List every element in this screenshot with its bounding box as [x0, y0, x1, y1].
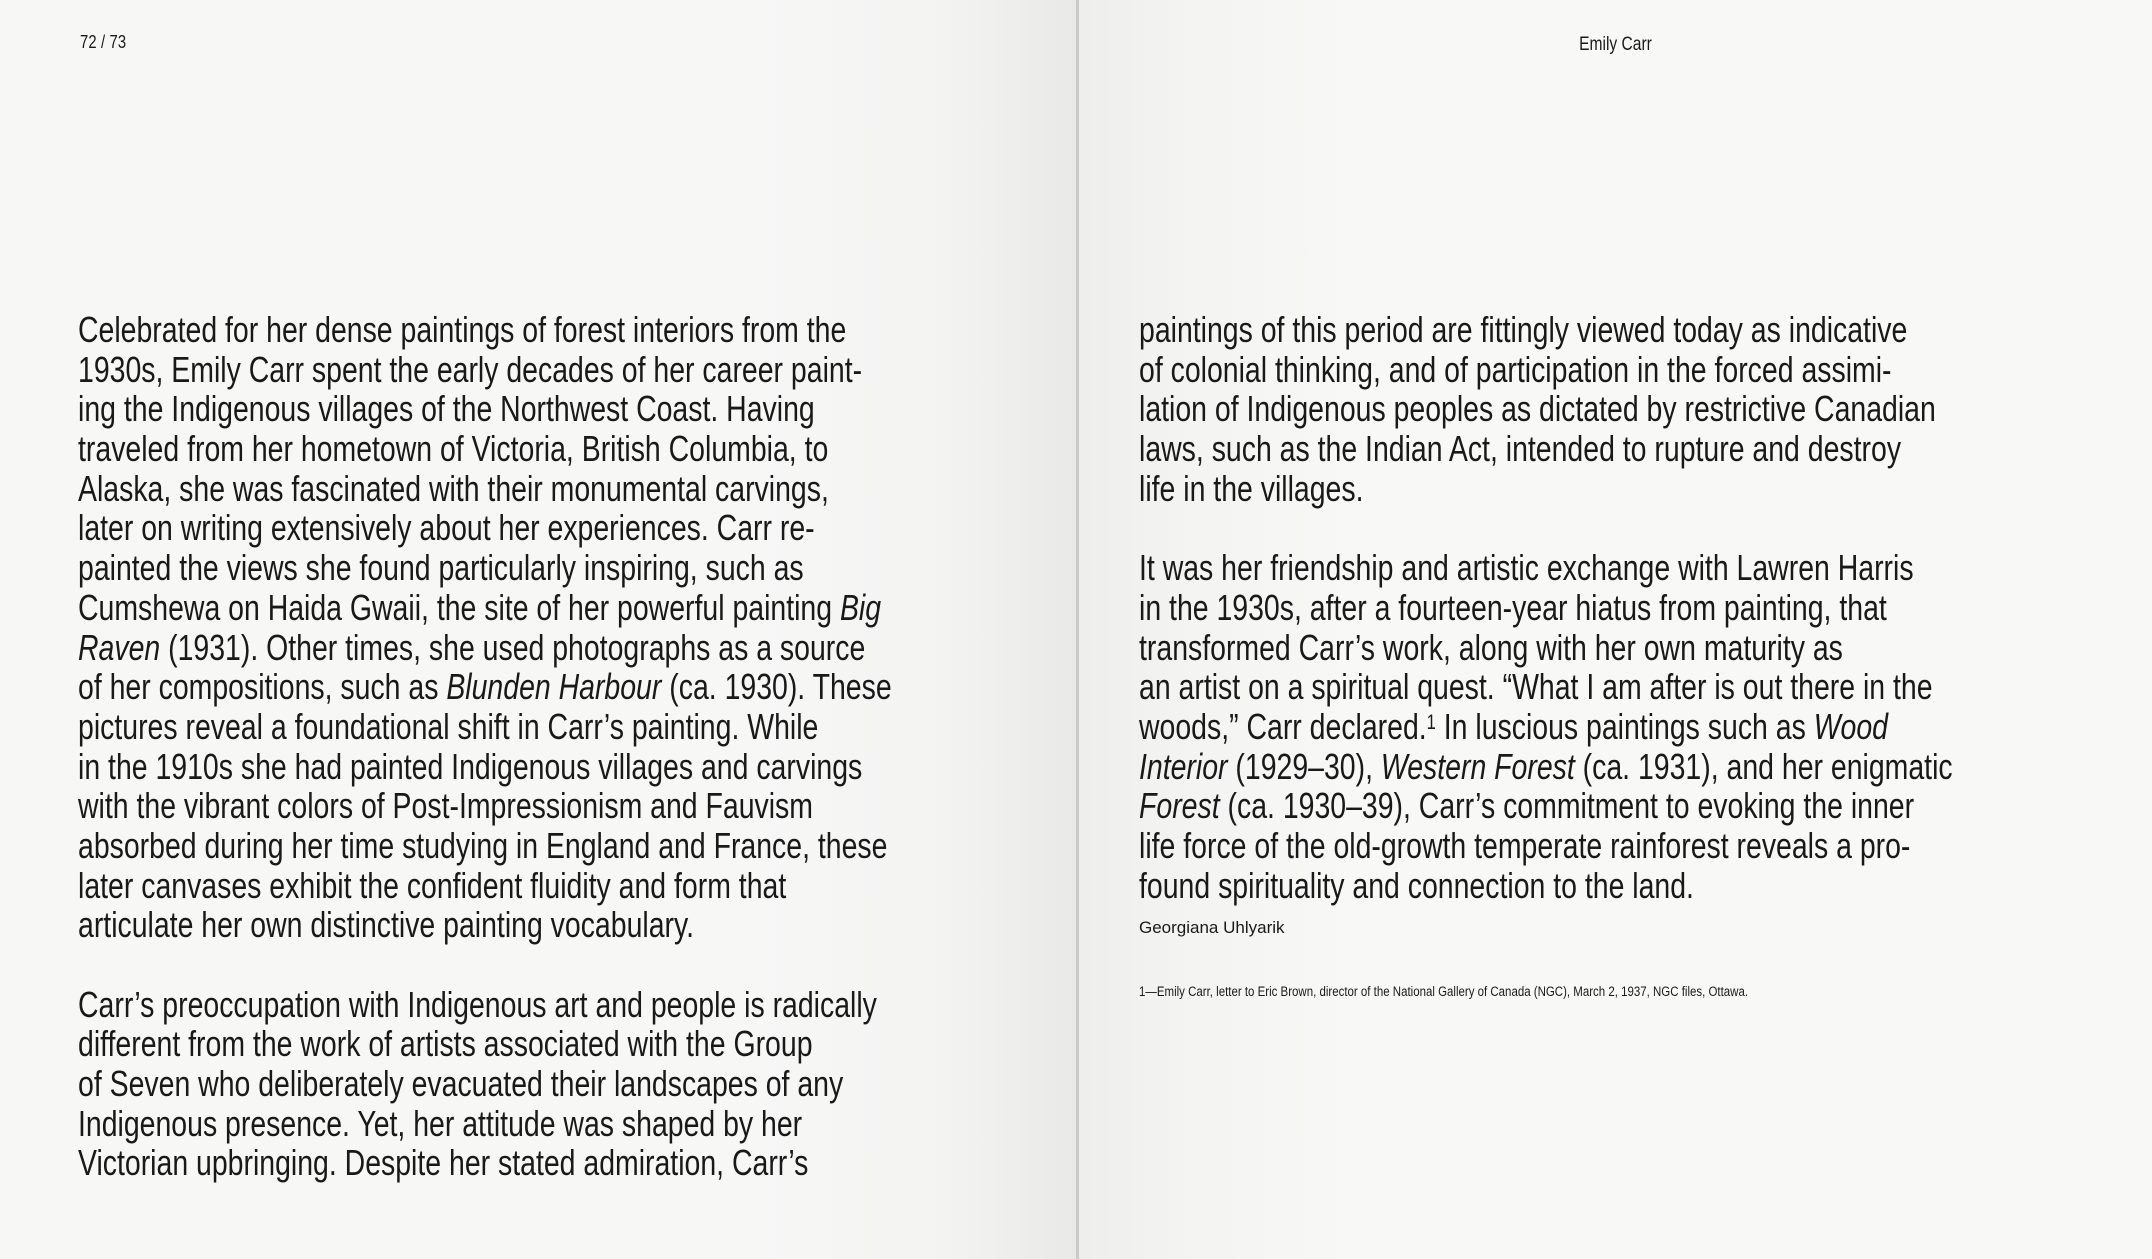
- paragraph: [78, 310, 1058, 945]
- right-text-column: [1139, 310, 2119, 905]
- text-line: transformed Carr’s work, along with her own maturity as: [1139, 626, 1843, 668]
- text-line: life in the villages.: [1139, 467, 1364, 509]
- text-line: Celebrated for her dense paintings of forest interiors from the: [78, 309, 847, 350]
- text-line: paintings of this period are fittingly viewed today as indicative: [1139, 309, 1908, 350]
- text-line: of Seven who deliberately evacuated their landscapes of any: [78, 1063, 844, 1105]
- text-line: in the 1910s she had painted Indigenous villages and carvings: [78, 745, 863, 787]
- text-line: found spirituality and connection to the land.: [1139, 864, 1694, 906]
- text-line: Victorian upbringing. Despite her stated admiration, Carr’s: [78, 1142, 809, 1184]
- text-line: painted the views she found particularly inspiring, such as: [78, 547, 804, 589]
- text-line: an artist on a spiritual quest. “What I am after is out there in the: [1139, 666, 1933, 708]
- text-line: woods,” Carr declared.$^1$ In luscious paintings such as Wood: [1139, 705, 1888, 747]
- text-line: lation of Indigenous peoples as dictated by restrictive Canadian: [1139, 388, 1936, 430]
- text-line: later canvases exhibit the confident fluidity and form that: [78, 864, 787, 906]
- text-line: It was her friendship and artistic exchange with Lawren Harris: [1139, 547, 1914, 589]
- text-line: Carr’s preoccupation with Indigenous art and people is radically: [78, 983, 877, 1025]
- left-text-column: [78, 310, 1058, 1183]
- running-header: Emily Carr: [1579, 34, 1652, 55]
- text-line: Forest (ca. 1930–39), Carr’s commitment to evoking the inner: [1139, 785, 1915, 827]
- text-line: of her compositions, such as Blunden Harbour (ca. 1930). These: [78, 666, 892, 708]
- text-line: 1930s, Emily Carr spent the early decades of her career paint-: [78, 348, 863, 390]
- text-line: Cumshewa on Haida Gwaii, the site of her powerful painting Big: [78, 586, 882, 628]
- text-line: Interior (1929–30), Western Forest (ca. 1931), and her enigmatic: [1139, 745, 1953, 787]
- text-line: Indigenous presence. Yet, her attitude was shaped by her: [78, 1102, 803, 1144]
- text-line: articulate her own distinctive painting vocabulary.: [78, 904, 695, 946]
- text-line: pictures reveal a foundational shift in Carr’s painting. While: [78, 705, 819, 747]
- text-line: Alaska, she was fascinated with their monumental carvings,: [78, 467, 829, 509]
- text-line: traveled from her hometown of Victoria, British Columbia, to: [78, 428, 829, 470]
- paragraph: [78, 985, 1058, 1183]
- text-line: absorbed during her time studying in England and France, these: [78, 824, 888, 866]
- text-line: of colonial thinking, and of participation in the forced assimi-: [1139, 348, 1892, 390]
- author-byline: Georgiana Uhlyarik: [1139, 918, 1285, 937]
- page-number: 72 / 73: [80, 32, 127, 52]
- page-right: [1079, 0, 2152, 1259]
- text-line: life force of the old-growth temperate rainforest reveals a pro-: [1139, 824, 1911, 866]
- text-line: ing the Indigenous villages of the Northwest Coast. Having: [78, 388, 815, 430]
- text-line: Raven (1931). Other times, she used photographs as a source: [78, 626, 866, 668]
- footnote: 1—Emily Carr, letter to Eric Brown, director of the National Gallery of Canada (NGC), March 2, 1937, NGC files, Ottawa.: [1139, 984, 1749, 999]
- text-line: in the 1930s, after a fourteen-year hiatus from painting, that: [1139, 586, 1887, 628]
- paragraph: [1139, 548, 2119, 905]
- text-line: different from the work of artists associated with the Group: [78, 1023, 813, 1065]
- text-line: laws, such as the Indian Act, intended to rupture and destroy: [1139, 428, 1902, 470]
- text-line: with the vibrant colors of Post-Impressionism and Fauvism: [78, 785, 813, 827]
- text-line: later on writing extensively about her experiences. Carr re-: [78, 507, 815, 549]
- paragraph: [1139, 310, 2119, 508]
